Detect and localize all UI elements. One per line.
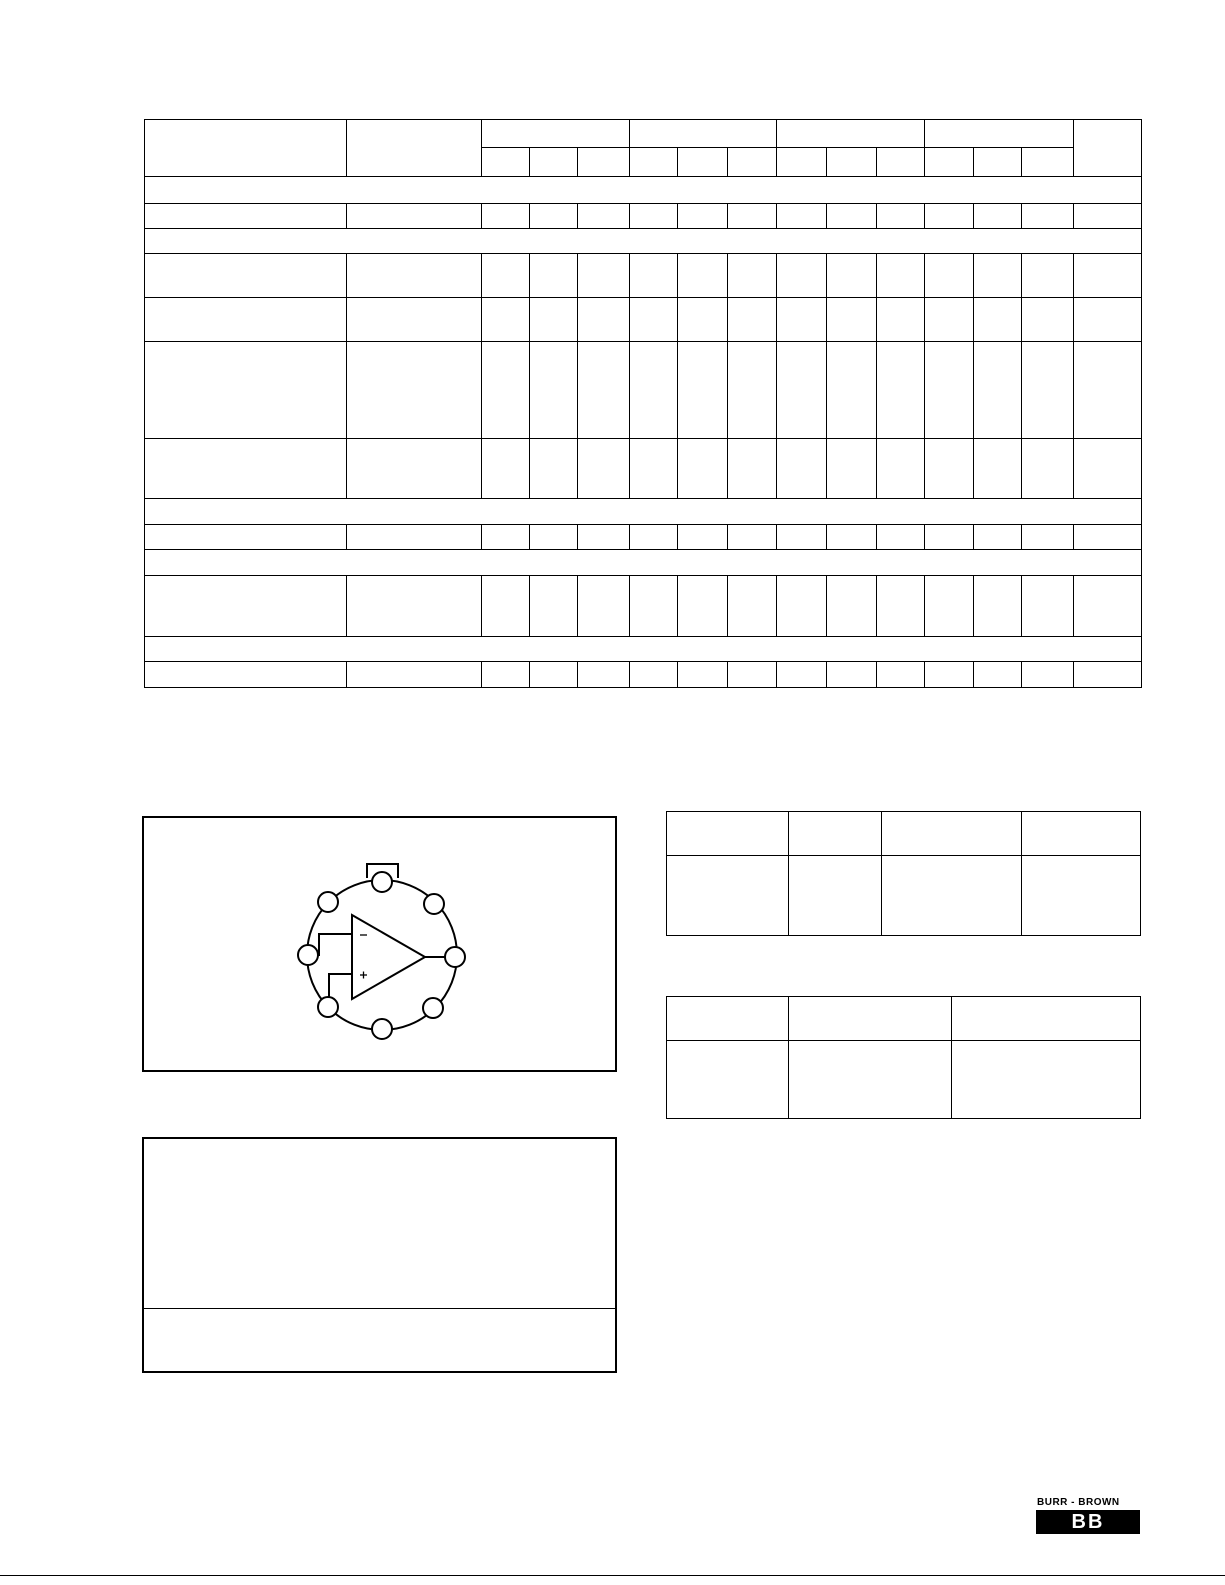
table-section-row (145, 550, 1142, 576)
brand-name: BURR - BROWN (1037, 1497, 1120, 1508)
pin-6 (445, 947, 465, 967)
pin-1 (318, 892, 338, 912)
pin-5 (423, 998, 443, 1018)
ordering-info-table (666, 996, 1141, 1119)
table-row (145, 525, 1142, 550)
table-row (667, 1041, 1141, 1119)
table-header-row (145, 120, 1142, 148)
footer-rule (0, 1575, 1225, 1576)
op-amp-package-diagram (144, 818, 615, 1070)
package-info-table (666, 811, 1141, 936)
pin-2 (298, 945, 318, 965)
table-row (145, 342, 1142, 439)
table-row (145, 439, 1142, 499)
table-header-row (667, 812, 1141, 856)
pin-configuration-box (142, 816, 617, 1072)
brand-mark: BB (1039, 1511, 1137, 1533)
pin-4 (372, 1019, 392, 1039)
table-section-row (145, 177, 1142, 204)
table-row (145, 662, 1142, 688)
table-header-row (667, 997, 1141, 1041)
notes-divider (144, 1308, 615, 1309)
table-section-row (145, 229, 1142, 254)
notes-box (142, 1137, 617, 1373)
specifications-table (144, 119, 1142, 688)
table-section-row (145, 499, 1142, 525)
table-row (145, 254, 1142, 298)
table-row (145, 298, 1142, 342)
table-section-row (145, 637, 1142, 662)
table-row (667, 856, 1141, 936)
op-amp-triangle (352, 915, 425, 999)
brand-logo (1036, 1510, 1140, 1534)
table-row (145, 576, 1142, 637)
table-row (145, 204, 1142, 229)
pin-7 (424, 894, 444, 914)
pin-8 (372, 872, 392, 892)
pin-3 (318, 997, 338, 1017)
